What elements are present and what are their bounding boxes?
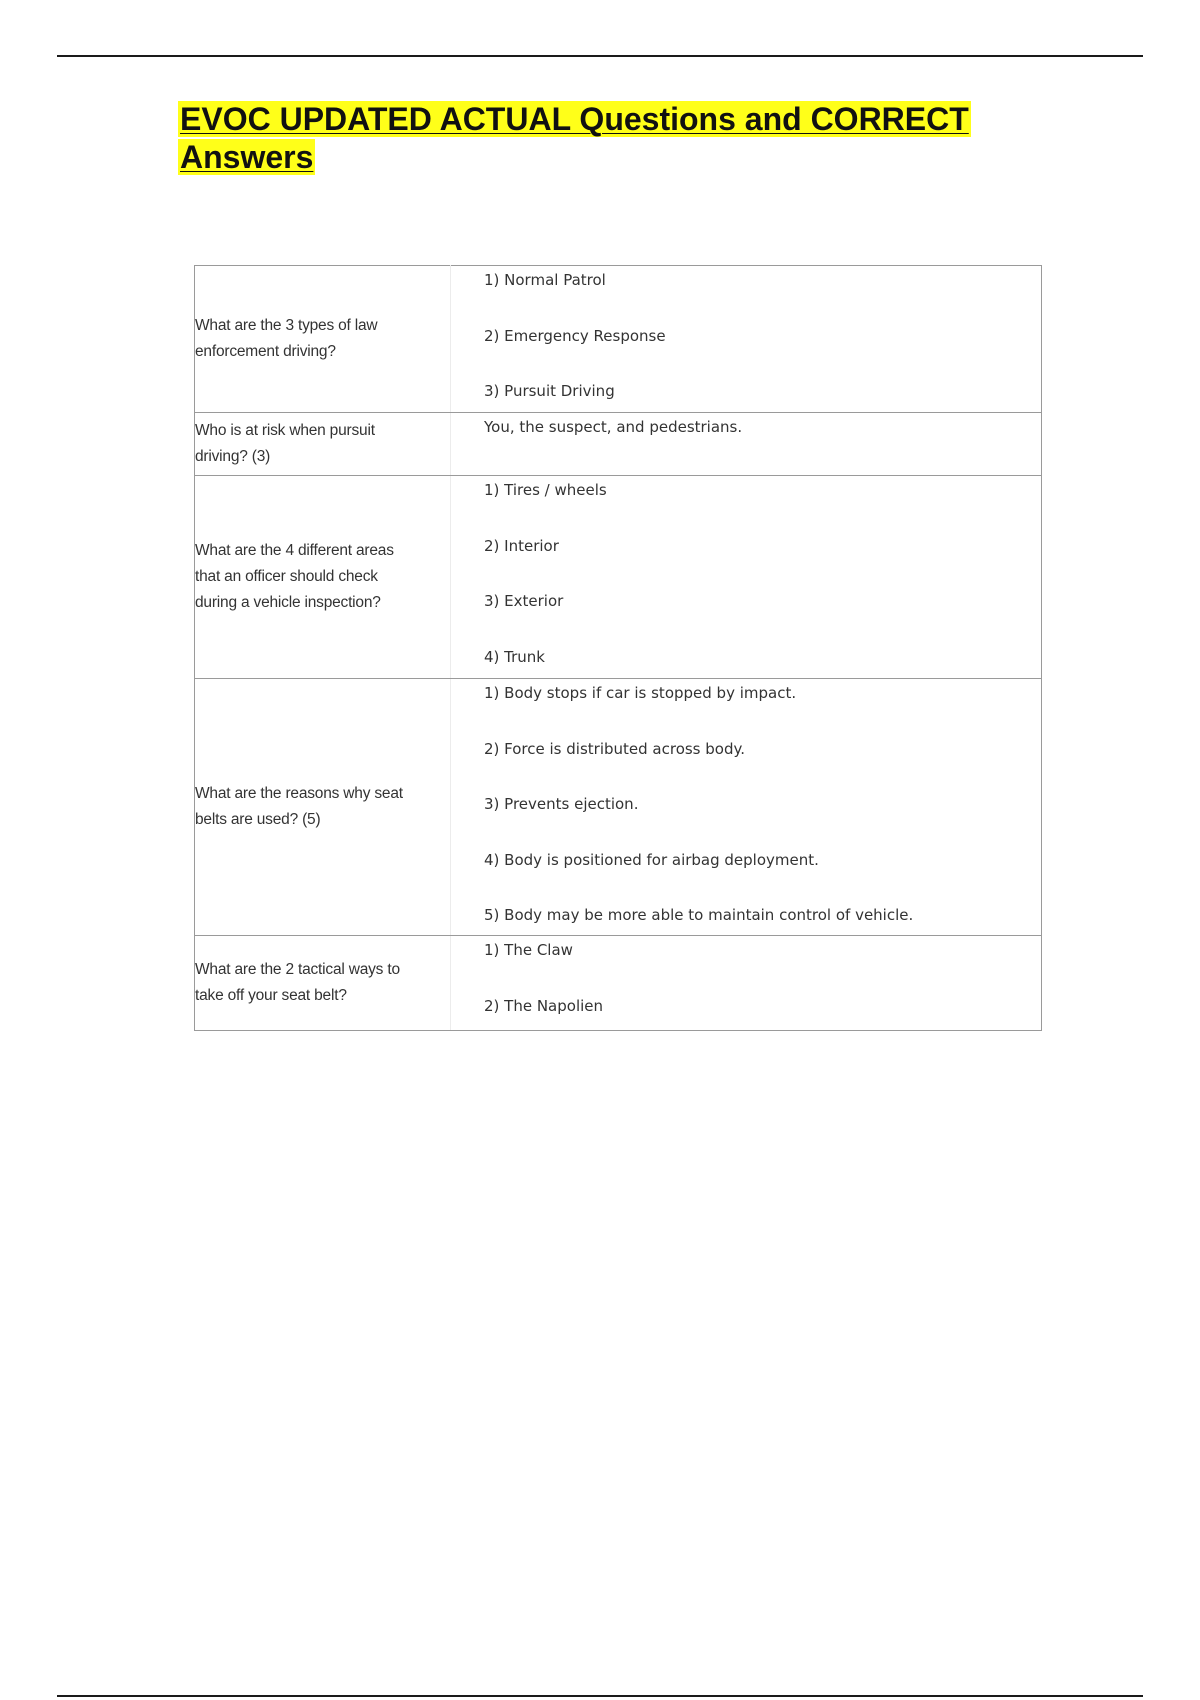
answer-line: You, the suspect, and pedestrians. <box>484 418 743 436</box>
footer-rule <box>57 1695 1143 1697</box>
qa-row <box>195 413 1042 476</box>
question-text: What are the 2 tactical ways to take off your seat belt? <box>195 961 400 1004</box>
answer-line: 3) Pursuit Driving <box>484 382 615 400</box>
answer-line: 1) The Claw <box>484 941 573 959</box>
answer-cell <box>451 476 1042 679</box>
document-title <box>178 100 1028 176</box>
qa-row <box>195 679 1042 936</box>
question-text: What are the reasons why seat belts are used? (5) <box>195 785 403 828</box>
header-rule <box>57 55 1143 57</box>
answer-line: 2) Force is distributed across body. <box>484 739 745 758</box>
answer-line: 1) Body stops if car is stopped by impact. <box>484 684 797 702</box>
qa-table <box>194 265 1042 1031</box>
question-cell <box>195 476 451 679</box>
answer-line: 4) Body is positioned for airbag deployment. <box>484 850 819 869</box>
question-cell <box>195 413 451 476</box>
answer-line: 3) Exterior <box>484 592 564 610</box>
document-title-text: EVOC UPDATED ACTUAL Questions and CORRECT Answers <box>180 101 969 175</box>
question-cell <box>195 266 451 413</box>
qa-row <box>195 476 1042 679</box>
answer-line: 1) Tires / wheels <box>484 481 607 499</box>
question-text: What are the 3 types of law enforcement driving? <box>195 317 378 360</box>
answer-line: 4) Trunk <box>484 647 545 666</box>
answer-line: 1) Normal Patrol <box>484 271 606 289</box>
question-cell <box>195 679 451 936</box>
answer-cell <box>451 679 1042 936</box>
answer-line: 2) Interior <box>484 536 559 555</box>
qa-row <box>195 936 1042 1031</box>
answer-line: 2) The Napolien <box>484 996 604 1015</box>
question-text: What are the 4 different areas that an officer should check during a vehicle inspection? <box>195 542 394 611</box>
answer-line: 2) Emergency Response <box>484 326 666 345</box>
answer-line: 5) Body may be more able to maintain control of vehicle. <box>484 906 914 924</box>
question-text: Who is at risk when pursuit driving? (3) <box>195 422 375 465</box>
question-cell <box>195 936 451 1031</box>
answer-cell <box>451 413 1042 476</box>
answer-cell <box>451 266 1042 413</box>
answer-cell <box>451 936 1042 1031</box>
answer-line: 3) Prevents ejection. <box>484 795 639 813</box>
qa-row <box>195 266 1042 413</box>
